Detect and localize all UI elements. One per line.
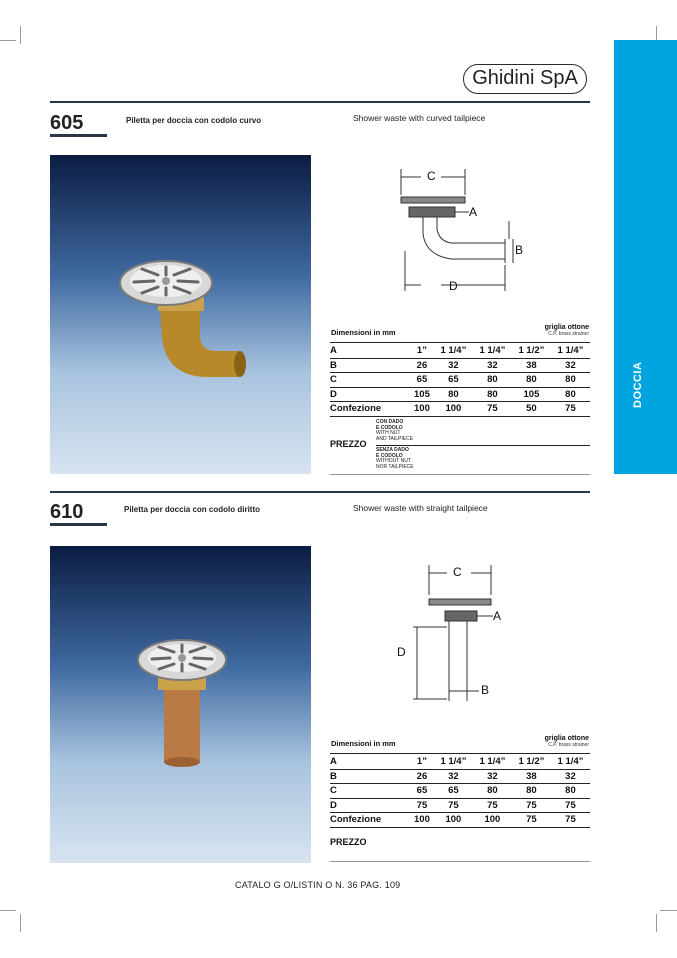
- product-photo: [50, 155, 311, 474]
- table-row: D 105 80 80 105 80: [330, 387, 590, 402]
- table-row: B 26 32 32 38 32: [330, 769, 590, 784]
- dimension-label-a: A: [493, 609, 502, 623]
- price-divider: [376, 445, 590, 446]
- technical-drawing: [385, 555, 535, 725]
- table-top-rule: [330, 342, 590, 343]
- table-header-material: [480, 735, 589, 748]
- dimensions-table: [330, 344, 590, 417]
- section-bottom-rule: [330, 474, 590, 475]
- dimensions-table: [330, 755, 590, 828]
- product-code-underline: [50, 523, 107, 526]
- price-label: PREZZO: [330, 837, 367, 847]
- table-header-material: [480, 324, 589, 337]
- section-rule: [50, 491, 590, 493]
- page-footer: CATALO G O/LISTIN O N. 36 PAG. 109: [235, 880, 401, 890]
- product-title-it: Piletta per doccia con codolo diritto: [124, 505, 261, 514]
- crop-mark: [20, 26, 21, 44]
- product-title-en: Shower waste with straight tailpiece: [353, 503, 488, 513]
- price-note-without-tailpiece: SENZA DADO E CODOLO WITHOUT NUT NOR TAILPIECE: [376, 447, 414, 470]
- table-row: C 65 65 80 80 80: [330, 373, 590, 388]
- table-row: Confezione 100 100 75 50 75: [330, 402, 590, 417]
- crop-mark: [20, 914, 21, 932]
- dimension-label-b: B: [481, 683, 490, 697]
- table-header-label: Dimensioni in mm: [331, 739, 396, 748]
- price-note-with-tailpiece: CON DADO E CODOLO WITH NUT AND TAILPIECE: [376, 419, 414, 442]
- table-row: A 1” 1 1/4” 1 1/4” 1 1/2” 1 1/4”: [330, 344, 590, 358]
- dimension-label-c: C: [453, 565, 462, 579]
- table-top-rule: [330, 753, 590, 754]
- product-code: 610: [50, 501, 84, 523]
- table-header-material-en: C.P. brass strainer: [548, 331, 589, 337]
- brand-logo: Ghidini SpA: [463, 64, 587, 94]
- crop-mark: [660, 910, 677, 911]
- product-code-underline: [50, 134, 107, 137]
- product-photo: [50, 546, 311, 863]
- table-header-material-it: griglia ottone: [544, 324, 589, 331]
- crop-mark: [0, 910, 16, 911]
- crop-mark: [656, 914, 657, 932]
- dimension-label-d: D: [449, 279, 458, 293]
- dimension-label-b: B: [515, 243, 524, 257]
- product-title-en: Shower waste with curved tailpiece: [353, 113, 486, 123]
- brass-tailpiece: [164, 686, 200, 762]
- category-tab-label: DOCCIA: [632, 361, 644, 408]
- table-header-material-en: C.P. brass strainer: [548, 742, 589, 748]
- section-bottom-rule: [330, 861, 590, 862]
- category-tab: [614, 40, 677, 474]
- table-row: Confezione 100 100 100 75 75: [330, 813, 590, 828]
- dimension-label-c: C: [427, 169, 436, 183]
- brass-elbow: [160, 307, 240, 377]
- table-header-material-it: griglia ottone: [544, 735, 589, 742]
- table-row: D 75 75 75 75 75: [330, 798, 590, 813]
- dimension-label-a: A: [469, 205, 478, 219]
- header-rule: [50, 101, 590, 103]
- table-header-label: Dimensioni in mm: [331, 328, 396, 337]
- crop-mark: [0, 40, 16, 41]
- table-row: B 26 32 32 38 32: [330, 358, 590, 373]
- technical-drawing: [385, 155, 535, 305]
- product-code: 605: [50, 112, 84, 134]
- dimension-label-d: D: [397, 645, 406, 659]
- table-row: C 65 65 80 80 80: [330, 784, 590, 799]
- table-row: A 1” 1 1/4” 1 1/4” 1 1/2” 1 1/4”: [330, 755, 590, 769]
- price-label: PREZZO: [330, 439, 367, 449]
- product-title-it: Piletta per doccia con codolo curvo: [126, 116, 262, 125]
